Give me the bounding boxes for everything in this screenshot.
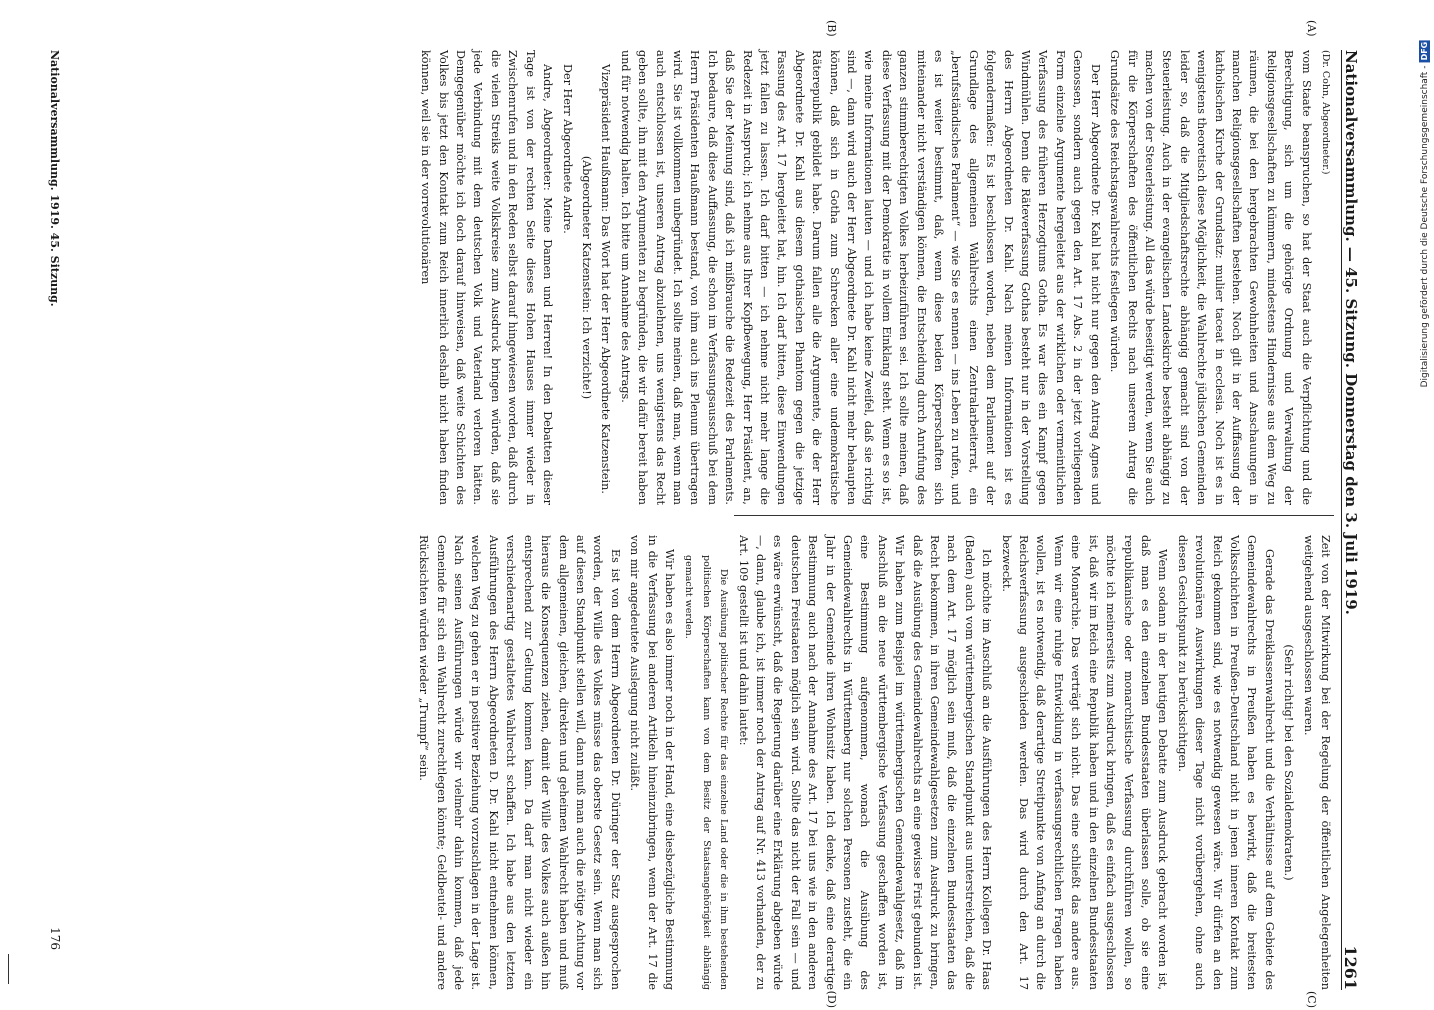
- dfg-logo: DFG: [1420, 42, 1429, 61]
- column-divider: [734, 515, 1334, 516]
- interjection: (Abgeordneter Katzenstein: Ich verzichte!): [579, 155, 593, 400]
- page-header: [1341, 50, 1372, 990]
- paragraph: Gerade das Dreiklassenwahlrecht und die Verhältnisse auf dem Gebiete des Gemeindewahlrechts in Preußen haben es bewirkt, daß die breitesten Volksschichten in Preußen-Deutschland nicht in jenen inneren Kontakt zum Reich gekommen sind, wie es notwendig gewesen wäre. Wir dürfen an den revolutionären Auswirkungen dieser Tage nicht vorübergehen, ohne auch diesen Gesichtspunkt zu berücksichtigen.: [1175, 535, 1276, 990]
- header-title: Nationalversammlung. — 45. Sitzung. Donnerstag den 3. Juli 1919.: [1342, 50, 1361, 615]
- interjection: (Sehr richtig! bei den Sozialdemokraten.): [1282, 644, 1296, 881]
- paragraph: Ich möchte im Anschluß an die Ausführungen des Herrn Kollegen Dr. Haas (Baden) auch vom württembergischen Standpunkt aus unterstreichen, daß die nach dem Art. 17 möglich sein muß, daß die einzelnen Bundesstaaten das Recht bekommen, in ihren Gemeindewahlgesetzen zum Ausdruck zu bringen, daß die Ausübung des Gemeindewahlrechts an eine gewisse Frist gebunden ist. Wir haben zum Beispiel im württembergischen Gemeindewahlgesetz, daß im Anschluß an die neue württembergische Verfassung geschaffen worden ist, eine Bestimmung aufgenommen, wonach die Ausübung des Gemeindewahlrechts in Württemberg nur solchen Personen zusteht, die ein Jahr in der Gemeinde ihren Wohnsitz haben. Ich denke, daß eine derartige Bestimmung auch nach der Annahme des Art. 17 bei uns wie in den anderen deutschen Freistaaten möglich sein wird. Sollte das nicht der Fall sein — und es wäre erwünscht, daß die Regierung darüber eine Erklärung abgeben würde —, dann, glaube ich, ist immer noch der Antrag auf Nr. 413 vorhanden, der zu Art. 109 gestellt ist und dahin lautet:: [736, 535, 994, 990]
- digitization-note: [1419, 40, 1430, 387]
- document-page: [40, 10, 1380, 1010]
- next-speaker-line: Der Herr Abgeordnete Andre.: [560, 64, 574, 234]
- right-column: [413, 535, 1334, 990]
- andre-speech: Andre, Abgeordneter: Meine Damen und Herren! In den Debatten dieser Tage ist von der rechten Seite dieses Hohen Hauses immer wieder in Zwischenrufen und in den Reden selbst darauf hingewiesen worden, daß durch die vielen Streiks weite Volkskreise zum Ausdruck bringen würden, daß sie jede Verbindung mit dem deutschen Volk und Vaterland verloren hätten. Demgegenüber möchte ich doch darauf hinweisen, daß weite Schichten des Volkes bis jetzt den Kontakt zum Reich innerlich deshalb nicht haben finden können, weil sie in der vorrevolutionären: [419, 50, 555, 505]
- paragraph: Wenn sodann in der heutigen Debatte zum Ausdruck gebracht worden ist, daß man es den einzelnen Bundesstaaten überlassen solle, ob sie eine republikanische oder monarchistische Verfassung durchführen wollen, so möchte ich meinerseits zum Ausdruck bringen, daß es einfach ausgeschlossen ist, daß wir im Reich eine Republik haben und in den einzelnen Bundesstaaten eine Monarchie. Das verträgt sich nicht. Das eine schließt das andere aus. Wenn wir eine ruhige Entwicklung in verfassungsrechtlichen Fragen haben wollen, ist es notwendig, daß derartige Streitpunkte von Anfang an durch die Reichsverfassung ausgeschieden werden. Das wird durch den Art. 17 bezweckt.: [999, 535, 1170, 990]
- digitization-text: Digitalisierung gefördert durch die Deutsche Forschungsgemeinschaft -: [1420, 65, 1430, 388]
- paragraph: Der Herr Abgeordnete Dr. Kahl hat nicht nur gegen den Antrag Agnes und Genossen, sondern auch gegen den Art. 17 Abs. 2 in der jetzt vorliegenden Form einzelne Argumente hergeleitet aus der wirklichen oder vermeintlichen Verfassung des früheren Herzogtums Gotha. Es war dies ein Kampf gegen Windmühlen. Denn die Räteverfassung Gothas besteht nur in der Vorstellung des Herrn Abgeordneten Dr. Kahl. Nach meinen Informationen ist es folgendermaßen: Es ist beschlossen worden, neben dem Parlament auf der Grundlage des allgemeinen Wahlrechts einen Zentralarbeiterrat, ein „berufsständisches Parlament“ — wie Sie es nennen — ins Leben zu rufen, und es ist weiter bestimmt, daß, wenn diese beiden Körperschaften sich miteinander nicht verständigen können, die Entscheidung durch Anrufung des ganzen stimmberechtigten Volkes herbeizuführen sei. Ich sollte meinen, daß diese Verfassung mit der Demokratie in vollem Einklang steht. Wenn es so ist, wie meine Informationen lauten — und ich habe keine Zweifel, daß sie richtig sind —, dann wird auch der Herr Abgeordnete Dr. Kahl nicht mehr behaupten können, daß sich in Gotha zum Schrecken aller eine undemokratische Räterepublik gebildet habe. Darum fallen alle die Argumente, die der Herr Abgeordnete Dr. Kahl aus diesem gothaischen Phantom gegen die jetzige Fassung des Art. 17 hergeleitet hat, hin. Ich darf bitten, diese Einwendungen jetzt fallen zu lassen. Ich darf bitten — ich nehme nicht mehr lange die Redezeit in Anspruch; ich nehme aus Ihrer Kopfbewegung, Herr Präsident, an, daß Sie der Meinung sind, daß ich mißbrauche die Redezeit des Parlaments. Ich bedaure, daß diese Auffassung, die schon im Verfassungsausschuß bei dem Herrn Präsidenten Haußmann bestand, von ihm auch ins Plenum übertragen wird. Sie ist vollkommen unbegründet. Ich sollte meinen, daß man, wenn man auch entschlossen ist, unseren Antrag abzulehnen, uns wenigstens das Recht geben sollte, ihn mit den Argumenten zu begründen, die wir dafür bereit haben und für notwendig halten. Ich bitte um Annahme des Antrags.: [618, 50, 1102, 505]
- margin-marker-a: (A): [1305, 20, 1318, 37]
- speaker-note: (Dr. Cohn, Abgeordneter.): [1320, 50, 1331, 175]
- left-column: [415, 50, 1334, 505]
- page-number: 1261: [1341, 945, 1361, 990]
- paragraph: Zeit von der Mitwirkung bei der Regelung der öffentlichen Angelegenheiten weitgehend ausgeschlossen waren.: [1301, 535, 1332, 990]
- quoted-amendment: Die Ausübung politischer Rechte für das einzelne Land oder die in ihm bestehenden politischen Körperschaften kann von dem Besitz der Staatsangehörigkeit abhängig gemacht werden.: [683, 555, 730, 990]
- paragraph: Wir haben es also immer noch in der Hand, eine diesbezügliche Bestimmung in die Verfassung bei anderen Artikeln hineinzubringen, wenn der Art. 17 die von mir angedeutete Auslegung nicht zuläßt.: [628, 535, 676, 990]
- margin-marker-b: (B): [825, 20, 838, 37]
- paragraph: vom Staate beanspruchen, so hat der Staat auch die Verpflichtung und die Berechtigung, sich um die gehörige Ordnung und Verwaltung der Religionsgesellschaften zu kümmern, mindestens Hindernisse aus dem Weg zu räumen, die bei den hergebrachten Gewohnheiten und Anschauungen in manchen Religionsgesellschaften bestehen. Noch gilt in der Auffassung der katholischen Kirche der Grundsatz: mulier taceat in ecclesia. Noch ist es in wenigstens theoretisch diese Möglichkeit, die Wahlrechte jüdischen Gemeinden leider so, daß die Mitgliedschaftsrechte abhängig gemacht sind von der Steuerleistung. Auch in der evangelischen Landeskirche besteht abhängig zu machen von der Steuerleistung. All das würde beseitigt werden, wenn Sie auch für die Körperschaften des öffentlichen Rechts nach unserem Antrag die Grundsätze des Reichstagswahlrechts festlegen würden.: [1108, 50, 1313, 505]
- paragraph: Es ist von dem Herrn Abgeordneten Dr. Düringer der Satz ausgesprochen worden, der Wille des Volkes müsse das oberste Gesetz sein. Wenn man sich auf diesen Standpunkt stellen will, dann muß man auch die nötige Achtung vor dem allgemeinen, gleichen, direkten und geheimen Wahlrecht haben und muß hieraus die Konsequenzen ziehen, damit der Wille des Volkes auch außen hin entsprechend zur Geltung kommen kann. Da darf man nicht wieder ein verschiedenartig gestaltetes Wahlrecht schaffen. Ich habe aus den letzten Ausführungen des Herrn Abgeordneten D. Dr. Kahl nicht entnehmen können, welchen Weg zu gehen er in positiver Beziehung vorzuschlagen in der Lage ist. Nach seinen Ausführungen würde wir vielmehr dahin kommen, daß jede Gemeinde für sich ein Wahlrecht zurechtlegen könnte; Geldbeutel- und andere Rücksichten würden wieder „Trumpf“ sein.: [417, 535, 622, 990]
- president-line: Vizepräsident Haußmann: Das Wort hat der Herr Abgeordnete Katzenstein.: [599, 64, 613, 494]
- margin-marker-d: (D): [825, 990, 838, 1008]
- page-footer: Nationalversammlung. 1919. 45. Sitzung.: [48, 50, 62, 307]
- scan-edge-mark: [8, 954, 9, 984]
- margin-marker-c: (C): [1305, 991, 1318, 1008]
- folio-number: 176: [48, 927, 63, 950]
